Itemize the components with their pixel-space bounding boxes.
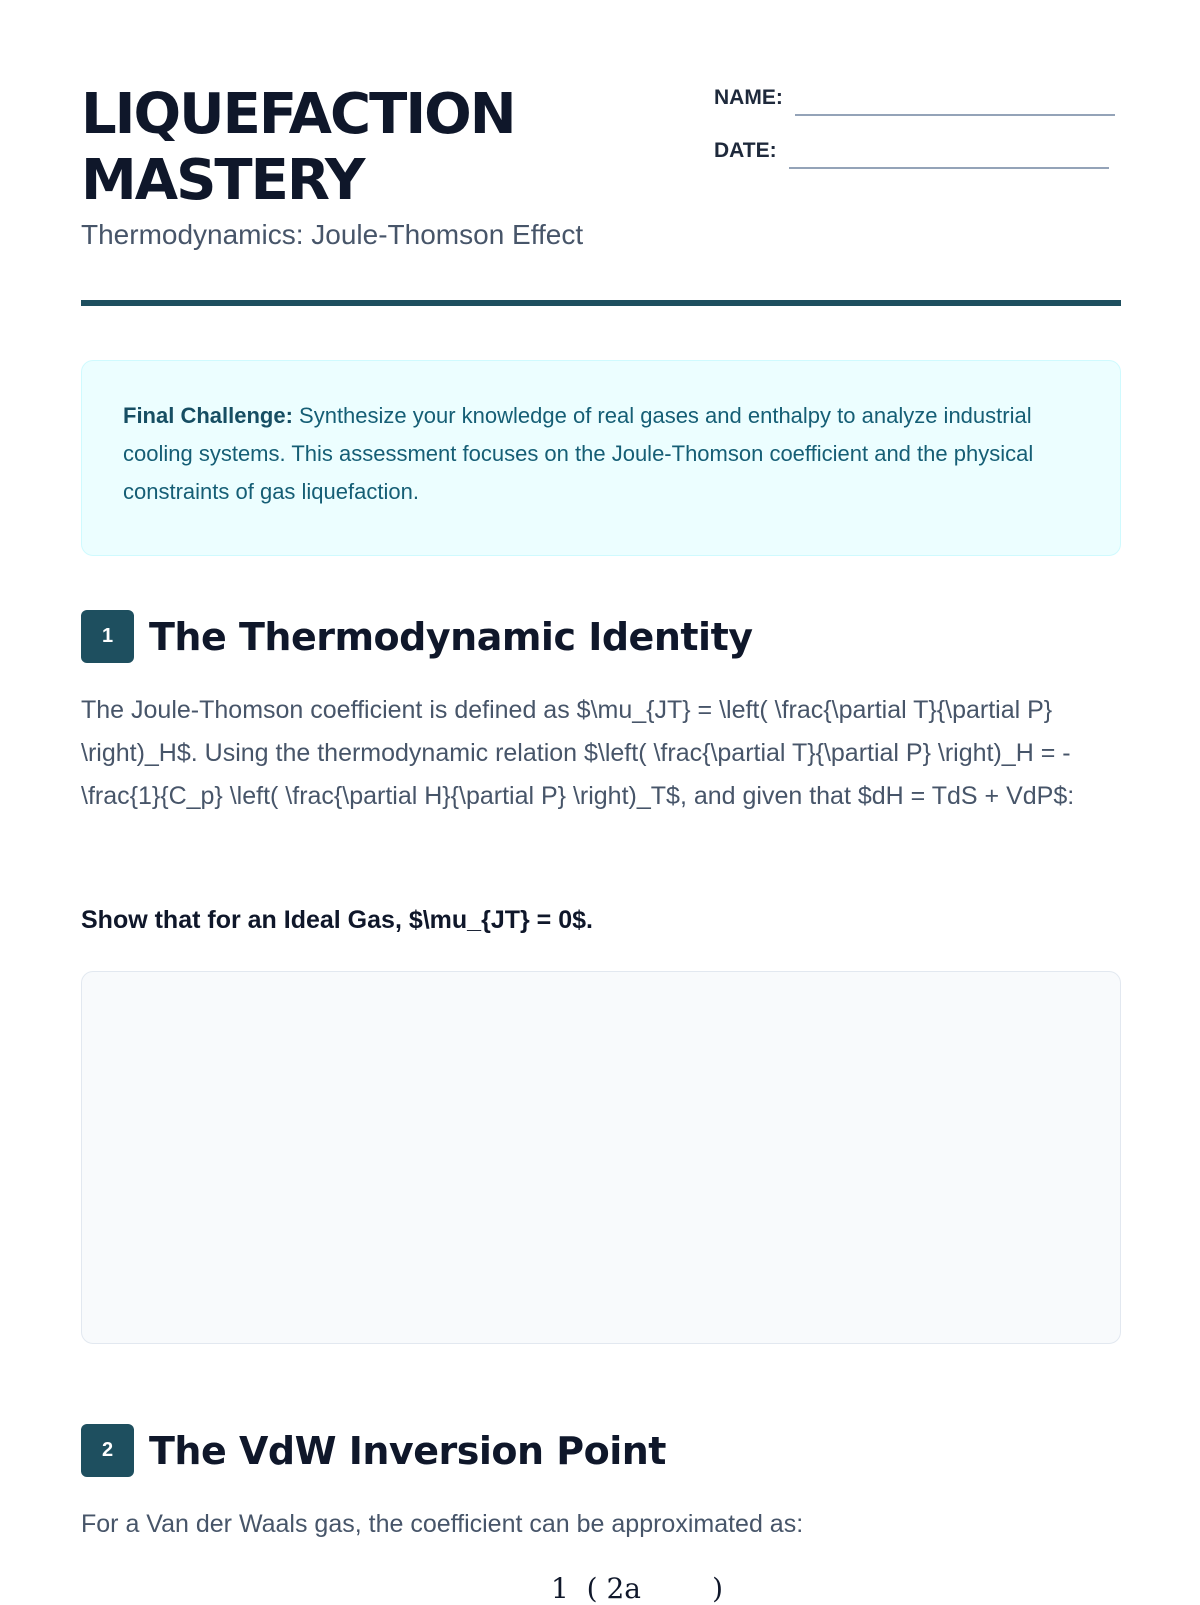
name-field[interactable]: [714, 86, 1115, 110]
section-2-title: The VdW Inversion Point: [149, 1428, 666, 1473]
section-1-badge: 1: [81, 610, 134, 663]
section-1-body: The Joule-Thomson coefficient is defined as $\mu_{JT} = \left( \frac{\partial T}{\partial P} \right)_H$. Using the thermodynamic relation $\left( \frac{\partial T}{\partial P} \right)_H = -\frac{1}{C_p} \left( \frac{\partial H}{\partial P} \right)_T$, and given that $dH = TdS + VdP$:: [81, 696, 1075, 810]
header-divider: [81, 300, 1121, 306]
vdw-formula: 1 ( 2a ): [551, 1572, 724, 1605]
title-line-1: LIQUEFACTION: [81, 82, 515, 147]
name-label: NAME:: [714, 86, 783, 109]
section-1-title: The Thermodynamic Identity: [149, 614, 753, 659]
worksheet-title: [81, 82, 515, 214]
section-1-prompt: Show that for an Ideal Gas, $\mu_{JT} = 0$.: [81, 906, 593, 934]
date-field[interactable]: [714, 139, 1109, 163]
title-line-2: MASTERY: [81, 148, 364, 213]
section-1-answer-box[interactable]: [81, 971, 1121, 1344]
section-1-header: [81, 610, 753, 663]
worksheet-subtitle: Thermodynamics: Joule-Thomson Effect: [81, 219, 584, 250]
date-label: DATE:: [714, 139, 777, 162]
worksheet-page: [81, 0, 1121, 1605]
section-2-header: [81, 1424, 666, 1477]
name-line[interactable]: [795, 114, 1115, 116]
section-2-body: For a Van der Waals gas, the coefficient can be approximated as:: [81, 1510, 804, 1538]
final-challenge-callout: [81, 360, 1121, 556]
callout-text: Synthesize your knowledge of real gases and enthalpy to analyze industrial cooling systems. This assessment focuses on the Joule-Thomson coefficient and the physical constraints of gas liquefaction.: [123, 403, 1034, 504]
date-line[interactable]: [789, 167, 1109, 169]
section-2-badge: 2: [81, 1424, 134, 1477]
callout-label: Final Challenge:: [123, 403, 293, 428]
